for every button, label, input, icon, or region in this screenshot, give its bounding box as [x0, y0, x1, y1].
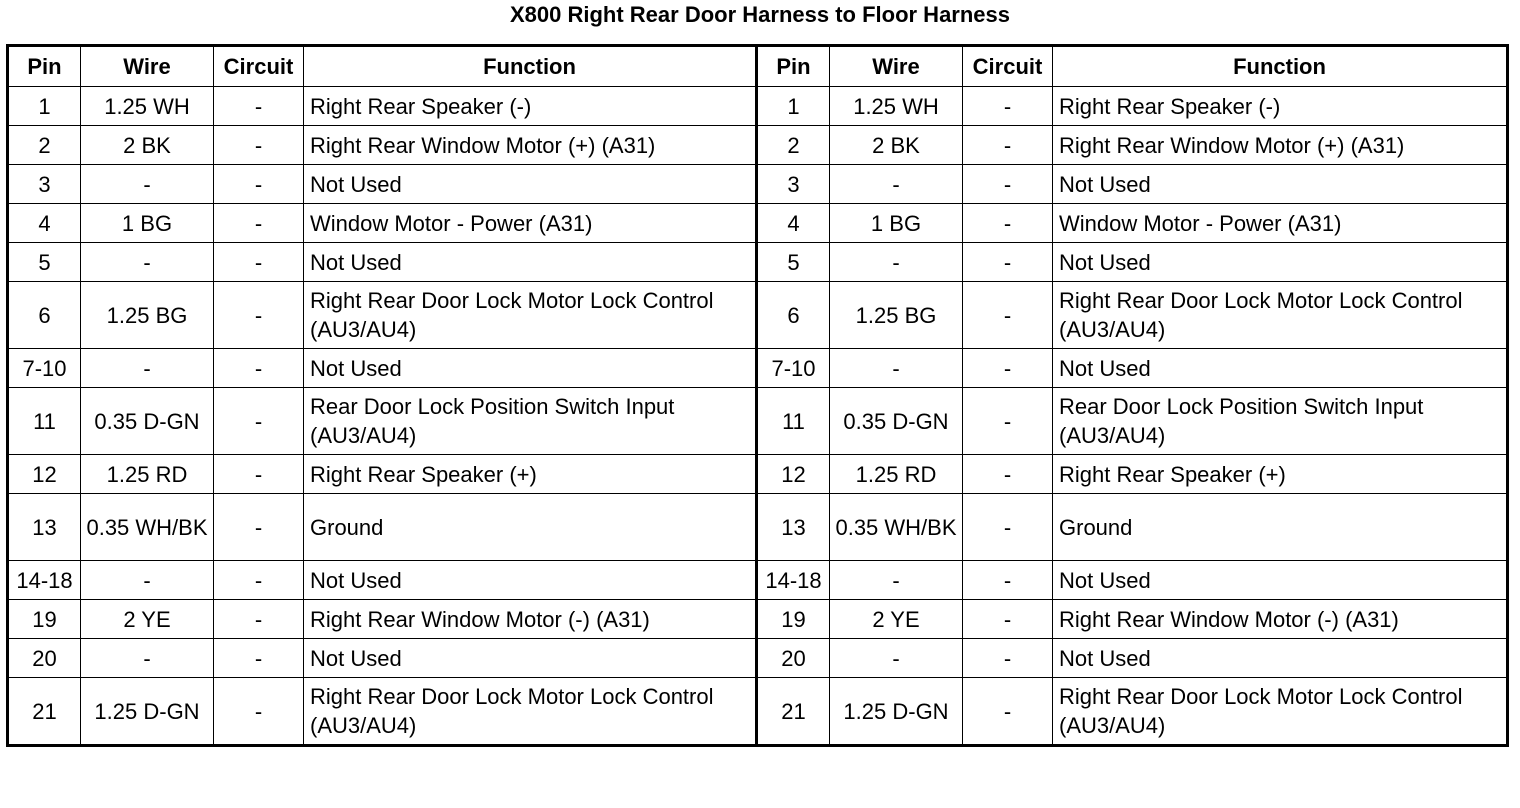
- cell-pin: 12: [8, 455, 81, 494]
- cell-function: Right Rear Speaker (-): [1053, 87, 1508, 126]
- cell-circuit: -: [963, 126, 1053, 165]
- cell-wire: 1.25 RD: [830, 455, 963, 494]
- cell-function: Right Rear Window Motor (+) (A31): [304, 126, 757, 165]
- header-pin: Pin: [8, 46, 81, 87]
- cell-pin: 21: [8, 678, 81, 746]
- cell-function: Right Rear Door Lock Motor Lock Control (AU3/AU4): [304, 678, 757, 746]
- cell-wire: 1.25 D-GN: [830, 678, 963, 746]
- cell-function: Not Used: [304, 639, 757, 678]
- cell-circuit: -: [214, 678, 304, 746]
- cell-wire: -: [81, 165, 214, 204]
- cell-pin: 13: [757, 494, 830, 561]
- table-body: [8, 87, 1508, 746]
- table-row: [8, 388, 1508, 455]
- cell-function: Not Used: [1053, 639, 1508, 678]
- cell-wire: 2 BK: [830, 126, 963, 165]
- cell-function: Window Motor - Power (A31): [1053, 204, 1508, 243]
- cell-wire: -: [81, 561, 214, 600]
- cell-circuit: -: [963, 204, 1053, 243]
- header-function: Function: [304, 46, 757, 87]
- table-row: [8, 455, 1508, 494]
- harness-table: [6, 44, 1509, 747]
- cell-wire: 2 YE: [830, 600, 963, 639]
- cell-wire: 1.25 BG: [81, 282, 214, 349]
- page-title: X800 Right Rear Door Harness to Floor Harness: [509, 2, 1011, 27]
- cell-circuit: -: [963, 600, 1053, 639]
- cell-function: Right Rear Door Lock Motor Lock Control (AU3/AU4): [304, 282, 757, 349]
- cell-function: Right Rear Door Lock Motor Lock Control (AU3/AU4): [1053, 282, 1508, 349]
- cell-function: Right Rear Door Lock Motor Lock Control (AU3/AU4): [1053, 678, 1508, 746]
- header-function: Function: [1053, 46, 1508, 87]
- cell-circuit: -: [214, 561, 304, 600]
- cell-wire: -: [830, 639, 963, 678]
- cell-circuit: -: [214, 639, 304, 678]
- cell-circuit: -: [214, 600, 304, 639]
- cell-pin: 20: [8, 639, 81, 678]
- cell-wire: -: [81, 349, 214, 388]
- cell-circuit: -: [963, 243, 1053, 282]
- cell-wire: -: [830, 561, 963, 600]
- cell-function: Not Used: [304, 561, 757, 600]
- cell-circuit: -: [214, 204, 304, 243]
- cell-wire: 1 BG: [81, 204, 214, 243]
- cell-pin: 20: [757, 639, 830, 678]
- cell-circuit: -: [963, 639, 1053, 678]
- cell-function: Window Motor - Power (A31): [304, 204, 757, 243]
- cell-pin: 19: [8, 600, 81, 639]
- cell-pin: 6: [757, 282, 830, 349]
- table-row: [8, 165, 1508, 204]
- cell-pin: 13: [8, 494, 81, 561]
- cell-wire: -: [81, 639, 214, 678]
- cell-wire: -: [81, 243, 214, 282]
- cell-pin: 1: [757, 87, 830, 126]
- cell-pin: 11: [8, 388, 81, 455]
- cell-pin: 11: [757, 388, 830, 455]
- cell-circuit: -: [214, 349, 304, 388]
- cell-circuit: -: [963, 678, 1053, 746]
- cell-function: Not Used: [304, 349, 757, 388]
- cell-wire: 1.25 WH: [81, 87, 214, 126]
- table-row: [8, 349, 1508, 388]
- header-circuit: Circuit: [963, 46, 1053, 87]
- table-row: [8, 282, 1508, 349]
- cell-function: Not Used: [1053, 349, 1508, 388]
- cell-function: Right Rear Window Motor (+) (A31): [1053, 126, 1508, 165]
- cell-circuit: -: [214, 455, 304, 494]
- cell-wire: 1 BG: [830, 204, 963, 243]
- cell-function: Right Rear Speaker (+): [304, 455, 757, 494]
- cell-function: Right Rear Window Motor (-) (A31): [1053, 600, 1508, 639]
- cell-circuit: -: [963, 455, 1053, 494]
- cell-wire: 1.25 WH: [830, 87, 963, 126]
- cell-circuit: -: [214, 243, 304, 282]
- table-row: [8, 126, 1508, 165]
- cell-wire: 0.35 D-GN: [830, 388, 963, 455]
- cell-wire: -: [830, 165, 963, 204]
- cell-wire: 0.35 WH/BK: [830, 494, 963, 561]
- cell-circuit: -: [214, 282, 304, 349]
- cell-pin: 4: [757, 204, 830, 243]
- cell-wire: -: [830, 349, 963, 388]
- header-wire: Wire: [81, 46, 214, 87]
- cell-pin: 7-10: [757, 349, 830, 388]
- header-circuit: Circuit: [214, 46, 304, 87]
- cell-function: Rear Door Lock Position Switch Input (AU3/AU4): [1053, 388, 1508, 455]
- cell-pin: 7-10: [8, 349, 81, 388]
- cell-circuit: -: [963, 388, 1053, 455]
- cell-function: Not Used: [1053, 561, 1508, 600]
- cell-pin: 2: [8, 126, 81, 165]
- cell-pin: 21: [757, 678, 830, 746]
- cell-wire: -: [830, 243, 963, 282]
- cell-circuit: -: [963, 165, 1053, 204]
- cell-circuit: -: [214, 165, 304, 204]
- table-row: [8, 678, 1508, 746]
- cell-pin: 4: [8, 204, 81, 243]
- cell-circuit: -: [214, 87, 304, 126]
- cell-wire: 0.35 WH/BK: [81, 494, 214, 561]
- table-row: [8, 204, 1508, 243]
- table-row: [8, 639, 1508, 678]
- cell-pin: 19: [757, 600, 830, 639]
- table-row: [8, 561, 1508, 600]
- cell-circuit: -: [963, 349, 1053, 388]
- cell-circuit: -: [963, 282, 1053, 349]
- cell-circuit: -: [214, 388, 304, 455]
- table-row: [8, 243, 1508, 282]
- cell-wire: 2 YE: [81, 600, 214, 639]
- table-row: [8, 87, 1508, 126]
- cell-function: Ground: [1053, 494, 1508, 561]
- cell-wire: 0.35 D-GN: [81, 388, 214, 455]
- header-wire: Wire: [830, 46, 963, 87]
- cell-pin: 1: [8, 87, 81, 126]
- cell-pin: 14-18: [757, 561, 830, 600]
- cell-pin: 5: [8, 243, 81, 282]
- cell-pin: 5: [757, 243, 830, 282]
- cell-function: Not Used: [1053, 243, 1508, 282]
- cell-circuit: -: [214, 494, 304, 561]
- cell-wire: 1.25 D-GN: [81, 678, 214, 746]
- cell-pin: 12: [757, 455, 830, 494]
- cell-pin: 3: [8, 165, 81, 204]
- cell-function: Right Rear Speaker (+): [1053, 455, 1508, 494]
- cell-function: Not Used: [304, 243, 757, 282]
- cell-pin: 2: [757, 126, 830, 165]
- cell-function: Ground: [304, 494, 757, 561]
- cell-function: Right Rear Speaker (-): [304, 87, 757, 126]
- cell-function: Rear Door Lock Position Switch Input (AU3/AU4): [304, 388, 757, 455]
- cell-circuit: -: [214, 126, 304, 165]
- cell-pin: 3: [757, 165, 830, 204]
- cell-pin: 6: [8, 282, 81, 349]
- cell-circuit: -: [963, 87, 1053, 126]
- header-row: [8, 46, 1508, 87]
- cell-wire: 2 BK: [81, 126, 214, 165]
- cell-function: Not Used: [1053, 165, 1508, 204]
- cell-function: Not Used: [304, 165, 757, 204]
- cell-circuit: -: [963, 494, 1053, 561]
- cell-pin: 14-18: [8, 561, 81, 600]
- header-pin: Pin: [757, 46, 830, 87]
- cell-wire: 1.25 BG: [830, 282, 963, 349]
- cell-circuit: -: [963, 561, 1053, 600]
- table-row: [8, 600, 1508, 639]
- cell-function: Right Rear Window Motor (-) (A31): [304, 600, 757, 639]
- table-row: [8, 494, 1508, 561]
- cell-wire: 1.25 RD: [81, 455, 214, 494]
